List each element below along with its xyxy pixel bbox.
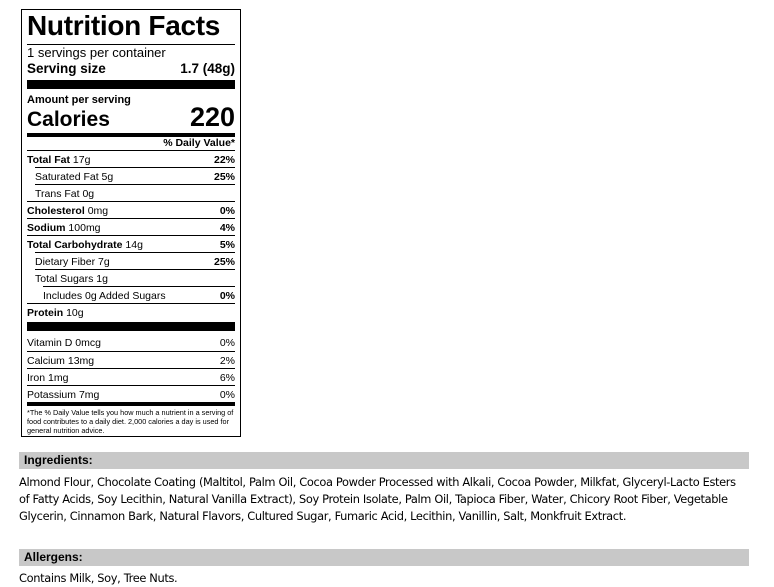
vitamin-row-potassium: [27, 385, 235, 403]
nutrient-amount: 10g: [66, 306, 84, 319]
nutrient-row-total-fat: [27, 150, 235, 168]
thick-divider: [27, 322, 235, 331]
vitamin-dv: 6%: [219, 371, 235, 384]
nutrient-amount: 0mg: [87, 204, 109, 217]
nutrient-row-saturated-fat: [35, 167, 235, 185]
vitamin-name: Iron: [27, 371, 46, 384]
nutrient-row-cholesterol: [27, 201, 235, 219]
vitamin-name: Potassium: [27, 388, 77, 401]
nutrient-dv: 5%: [219, 238, 235, 251]
nutrient-amount: 7g: [98, 255, 110, 268]
thick-divider: [27, 80, 235, 89]
serving-size-label: Serving size: [27, 61, 106, 76]
nutrient-dv: 0%: [219, 204, 235, 217]
nutrient-name: Trans Fat: [35, 187, 80, 200]
medium-divider: [27, 402, 235, 406]
servings-per-container: 1 servings per container: [27, 45, 166, 60]
nutrient-amount: 5g: [101, 170, 114, 183]
allergens-text: Contains Milk, Soy, Tree Nuts.: [19, 571, 178, 585]
daily-value-footnote: *The % Daily Value tells you how much a nutrient in a serving of food contributes to a daily diet. 2,000 calories a day is used for general nutrition advice.: [27, 408, 234, 435]
nutrient-dv: 25%: [213, 255, 235, 268]
nutrient-amount: 0g: [82, 187, 95, 200]
nutrient-dv: 22%: [213, 153, 235, 166]
vitamin-amount: 13mg: [67, 354, 95, 367]
vitamin-amount: 7mg: [78, 388, 100, 401]
nutrient-name: Protein: [27, 306, 64, 319]
amount-per-serving: Amount per serving: [27, 94, 131, 106]
nutrient-row-sodium: [27, 218, 235, 236]
vitamin-dv: 0%: [219, 388, 235, 401]
nutrient-name: Total Sugars: [35, 272, 94, 285]
nutrient-row-dietary-fiber: [35, 252, 235, 270]
ingredients-heading: Ingredients:: [19, 452, 749, 469]
nutrient-dv: 25%: [213, 170, 235, 183]
nutrient-amount: 1g: [96, 272, 108, 285]
vitamin-row-iron: [27, 368, 235, 386]
nutrient-amount: 17g: [72, 153, 91, 166]
nutrient-row-trans-fat: [35, 184, 235, 202]
ingredients-line: Glycerin, Cinnamon Bark, Natural Flavors, Cultured Sugar, Fumaric Acid, Lecithin, Vanillin, Salt, Monkfruit Extract.: [19, 509, 627, 523]
nutrition-facts-label: [21, 9, 241, 437]
vitamin-row-vitamin-d: [27, 334, 235, 351]
nutrient-amount: 100mg: [68, 221, 101, 234]
vitamin-dv: 2%: [219, 354, 235, 367]
nutrient-name: Total Fat: [27, 153, 70, 166]
nutrient-name: Includes 0g Added Sugars: [43, 289, 166, 302]
nutrient-dv: 4%: [219, 221, 235, 234]
serving-size-value: 1.7 (48g): [180, 61, 235, 76]
ingredients-line: Almond Flour, Chocolate Coating (Maltitol, Palm Oil, Cocoa Powder Processed with Alkali, Cocoa Powder, Milkfat, Glyceryl-Lacto Esters: [19, 475, 736, 489]
nutrient-row-added-sugars: [43, 286, 235, 304]
nutrient-name: Cholesterol: [27, 204, 85, 217]
vitamin-row-calcium: [27, 351, 235, 369]
vitamin-name: Vitamin D: [27, 336, 73, 349]
nutrition-facts-title: Nutrition Facts: [27, 10, 221, 41]
ingredients-text: [19, 474, 754, 525]
nutrient-row-total-carbohydrate: [27, 235, 235, 253]
daily-value-header: % Daily Value*: [163, 137, 235, 149]
calories-label: Calories: [27, 108, 110, 131]
nutrient-name: Dietary Fiber: [35, 255, 96, 268]
ingredients-line: of Fatty Acids, Soy Lecithin, Natural Vanilla Extract), Soy Protein Isolate, Palm Oil, Tapioca Fiber, Water, Chicory Root Fiber, Vegetable: [19, 492, 728, 506]
calories-row: [27, 102, 235, 133]
nutrient-name: Sodium: [27, 221, 66, 234]
nutrient-name: Total Carbohydrate: [27, 238, 123, 251]
nutrient-name: Saturated Fat: [35, 170, 99, 183]
nutrient-row-total-sugars: [35, 269, 235, 287]
allergens-heading: Allergens:: [19, 549, 749, 566]
vitamin-dv: 0%: [219, 336, 235, 349]
vitamin-amount: 1mg: [48, 371, 69, 384]
nutrient-amount: 14g: [125, 238, 143, 251]
calories-value: 220: [189, 102, 235, 132]
nutrient-row-protein: [27, 303, 235, 321]
nutrient-dv: 0%: [219, 289, 235, 302]
vitamin-name: Calcium: [27, 354, 65, 367]
vitamin-amount: 0mcg: [75, 336, 101, 349]
serving-size-row: [27, 61, 235, 76]
